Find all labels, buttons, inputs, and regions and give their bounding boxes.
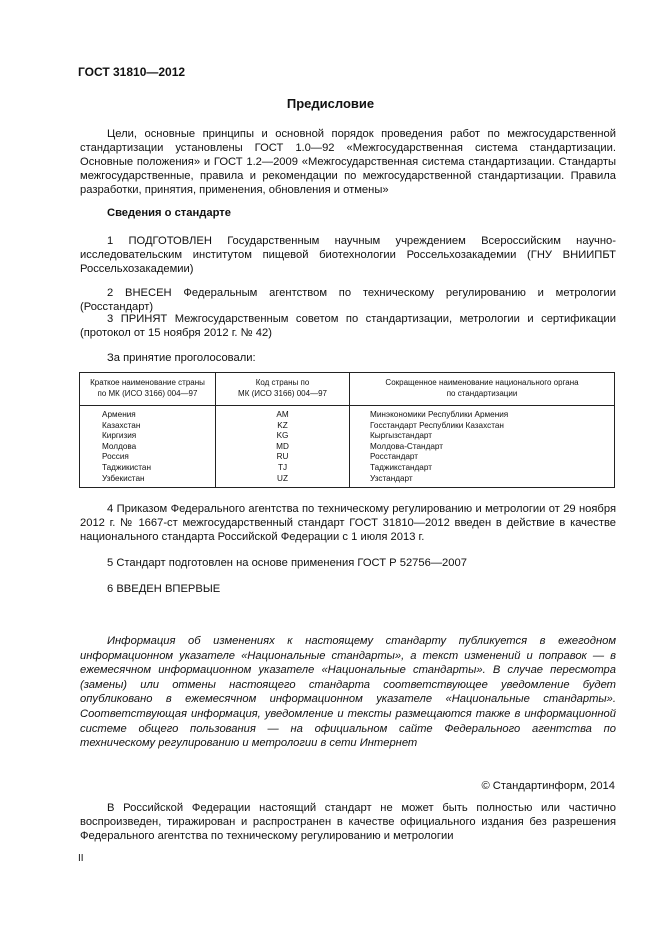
item-5-paragraph: 5 Стандарт подготовлен на основе применения ГОСТ Р 52756—2007 [107, 557, 467, 569]
code-cell: MD [216, 442, 350, 453]
section-heading: Сведения о стандарте [107, 207, 231, 219]
intro-paragraph: Цели, основные принципы и основной порядок проведения работ по межгосударственной стандартизации установлены ГОСТ 1.0—92 «Межгосударственная система стандартизации. Основные положения» и ГОСТ 1.2—2009 «Межгосударственная система стандартизации. Стандарты межгосударственные, правила и рекомендации по межгосударственной стандартизации. Правила разработки, принятия, применения, обновления и отмены» [80, 128, 616, 196]
body-cell: Госстандарт Республики Казахстан [350, 421, 615, 432]
country-cell: Киргизия [80, 431, 216, 442]
table-row [80, 463, 615, 474]
page-title: Предисловие [286, 96, 375, 111]
item-1-paragraph: 1 ПОДГОТОВЛЕН Государственным научным учреждением Всероссийским научно-исследовательским институтом пищевой биотехнологии Россельхозакадемии (ГНУ ВНИИПБТ Россельхозакадемии) [80, 235, 616, 275]
page-number: II [78, 853, 84, 864]
code-cell: RU [216, 452, 350, 463]
country-cell: Узбекистан [80, 474, 216, 488]
country-cell: Молдова [80, 442, 216, 453]
country-cell: Таджикистан [80, 463, 216, 474]
document-code: ГОСТ 31810—2012 [78, 65, 186, 79]
legal-notice: В Российской Федерации настоящий стандарт не может быть полностью или частично воспроизведен, тиражирован и распространен в качестве официального издания без разрешения Федерального агентства по техническому регулированию и метрологии [80, 802, 616, 842]
item-3-paragraph: 3 ПРИНЯТ Межгосударственным советом по стандартизации, метрологии и сертификации (протокол от 15 ноября 2012 г. № 42) [80, 313, 616, 339]
table-row [80, 474, 615, 488]
header-country-line1: Краткое наименование страны [90, 378, 205, 387]
country-cell: Армения [80, 406, 216, 421]
item-6-paragraph: 6 ВВЕДЕН ВПЕРВЫЕ [107, 583, 221, 595]
code-cell: UZ [216, 474, 350, 488]
header-country-line2: по МК (ИСО 3166) 004—97 [97, 388, 198, 398]
header-country [80, 373, 216, 406]
table-row [80, 421, 615, 432]
body-cell: Кыргызстандарт [350, 431, 615, 442]
table-header-row [80, 373, 615, 406]
copyright-line: © Стандартинформ, 2014 [481, 780, 615, 792]
body-cell: Таджикстандарт [350, 463, 615, 474]
voting-table [79, 372, 615, 488]
table-row [80, 406, 615, 421]
body-cell: Росстандарт [350, 452, 615, 463]
table-row [80, 442, 615, 453]
body-cell: Молдова-Стандарт [350, 442, 615, 453]
code-cell: KG [216, 431, 350, 442]
code-cell: TJ [216, 463, 350, 474]
body-cell: Минэкономики Республики Армения [350, 406, 615, 421]
table-row [80, 452, 615, 463]
body-cell: Узстандарт [350, 474, 615, 488]
country-cell: Россия [80, 452, 216, 463]
changes-info-notice: Информация об изменениях к настоящему стандарту публикуется в ежегодном информационном указателе «Национальные стандарты», а текст изменений и поправок — в ежемесячном информационном указателе «Национальные стандарты». В случае пересмотра (замены) или отмены настоящего стандарта соответствующее уведомление будет опубликовано в ежемесячном информационном указателе «Национальные стандарты». Соответствующая информация, уведомление и тексты размещаются также в информационной системе общего пользования — на официальном сайте Федерального агентства по техническому регулированию и метрологии в сети Интернет [80, 635, 616, 750]
item-4-paragraph: 4 Приказом Федерального агентства по техническому регулированию и метрологии от 29 ноября 2012 г. № 1667-ст межгосударственный стандарт ГОСТ 31810—2012 введен в действие в качестве национального стандарта Российской Федерации с 1 июля 2013 г. [80, 503, 616, 543]
header-code-line2: МК (ИСО 3166) 004—97 [238, 388, 327, 398]
header-body-line1: Сокращенное наименование национального органа [385, 378, 579, 387]
header-code [216, 373, 350, 406]
item-2-paragraph: 2 ВНЕСЕН Федеральным агентством по техническому регулированию и метрологии (Росстандарт) [80, 287, 616, 313]
header-body-line2: по стандартизации [446, 388, 518, 398]
country-cell: Казахстан [80, 421, 216, 432]
header-code-line1: Код страны по [255, 378, 310, 387]
votes-label: За принятие проголосовали: [107, 352, 256, 364]
header-body [350, 373, 615, 406]
code-cell: AM [216, 406, 350, 421]
code-cell: KZ [216, 421, 350, 432]
table-row [80, 431, 615, 442]
